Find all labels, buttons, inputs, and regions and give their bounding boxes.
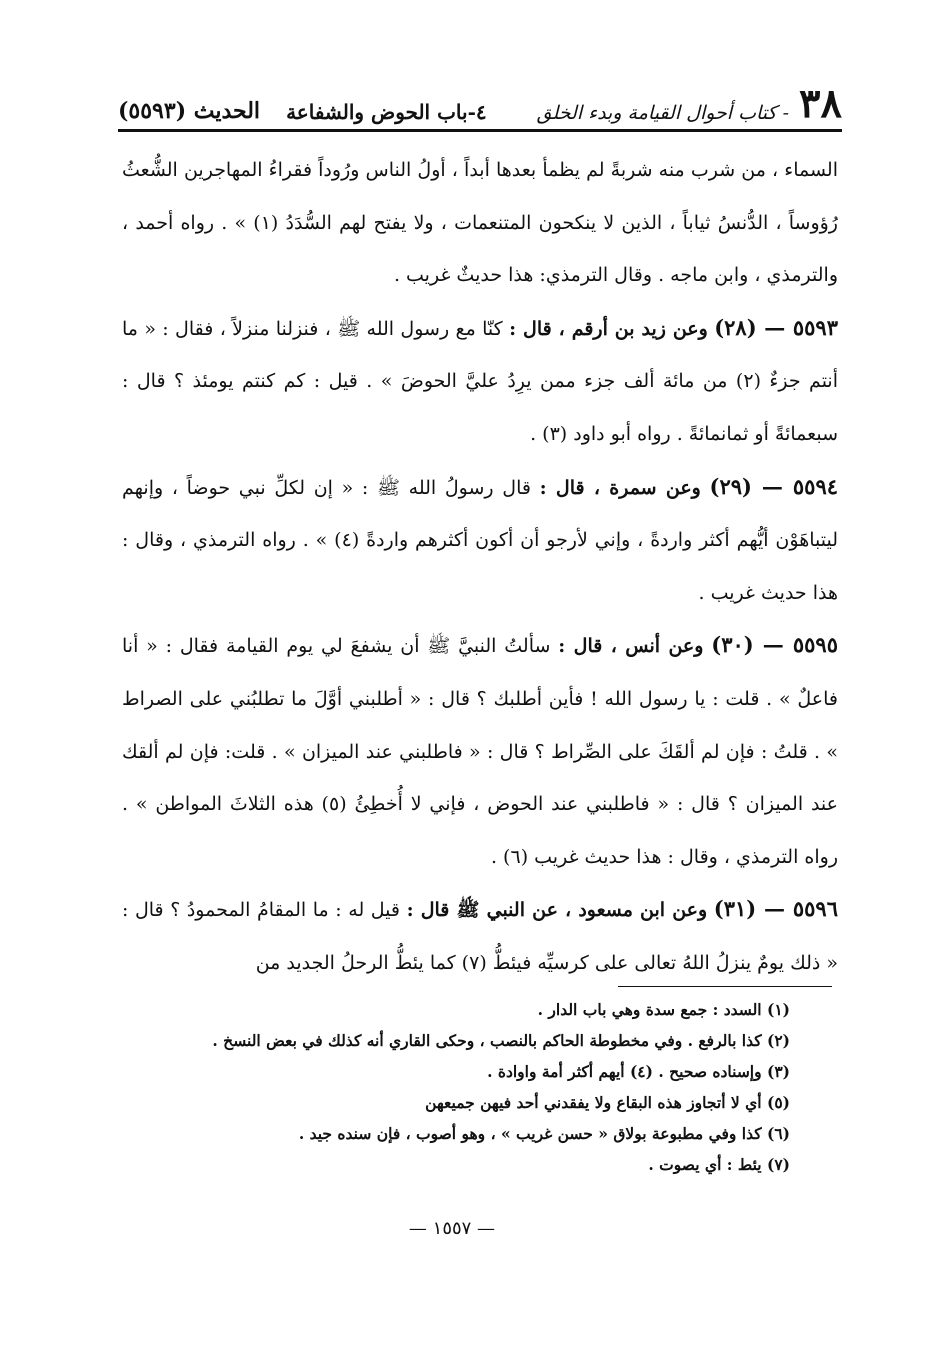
hadith-number: ٥٥٩٣ — (٢٨) bbox=[714, 314, 838, 340]
footnote-7: (٧) يئط : أي يصوت . bbox=[648, 1155, 790, 1174]
header-chapter-title: ٤-باب الحوض والشفاعة bbox=[286, 100, 487, 124]
hadith-narrator: وعن أنس ، قال : bbox=[558, 635, 704, 658]
running-header bbox=[118, 78, 842, 127]
page-number: — ١٥٥٧ — bbox=[408, 1218, 496, 1239]
hadith-narrator: وعن ابن مسعود ، عن النبي ﷺ قال : bbox=[406, 899, 708, 922]
hadith-narrator: وعن سمرة ، قال : bbox=[539, 476, 701, 499]
header-rule bbox=[118, 129, 842, 132]
footnote-rule bbox=[618, 986, 832, 987]
paragraph-continuation: السماء ، من شرب منه شربةً لم يظمأ بعدها أبداً ، أولُ الناس ورُوداً فقراءُ المهاجرين الشُّعثُ رُؤوساً ، الدُّنسُ ثياباً ، الذين لا ينكحون المتنعمات ، ولا يفتح لهم السُّدَدُ (١) » . رواه أحمد ، والترمذي ، وابن ماجه . وقال الترمذي: هذا حديثٌ غريب . bbox=[122, 159, 838, 287]
footnotes bbox=[110, 994, 790, 1180]
header-book-title: - كتاب أحوال القيامة وبدء الخلق bbox=[536, 102, 790, 124]
hadith-number: ٥٥٩٤ — (٢٩) bbox=[709, 473, 839, 499]
header-hadith-ref: الحديث (٥٥٩٣) bbox=[118, 98, 261, 124]
header-page-number: ٣٨ bbox=[799, 80, 842, 127]
hadith-5596 bbox=[122, 883, 838, 989]
hadith-number: ٥٥٩٥ — (٣٠) bbox=[711, 632, 838, 658]
hadith-5594 bbox=[122, 461, 838, 620]
hadith-text: سألتُ النبيَّ ﷺ أن يشفعَ لي يوم القيامة فقال : « أنا فاعلٌ » . قلت : يا رسول الله ! فأين أطلبك ؟ قال : « أطلبني أوَّلَ ما تطلبُني على الصراط » . قلتُ : فإن لم ألقَكَ على الصِّراط ؟ قال : « فاطلبني عند الميزان » . قلت: فإن لم ألقك عند الميزان ؟ قال : « فاطلبني عند الحوض ، فإني لا أُخطِئُ (٥) هذه الثلاثَ المواطن » . رواه الترمذي ، وقال : هذا حديث غريب (٦) . bbox=[122, 635, 839, 868]
hadith-text: قيل له : ما المقامُ المحمودُ ؟ قال : « ذلك يومٌ ينزلُ اللهُ تعالى على كرسيِّه فيئطُّ (٧) كما يئطُّ الرحلُ الجديد من bbox=[122, 899, 838, 974]
footnote-5: (٥) أي لا أتجاوز هذه البقاع ولا يفقدني أحد فيهن جميعهن bbox=[425, 1093, 790, 1112]
footnote-1: (١) السدد : جمع سدة وهي باب الدار . bbox=[537, 1000, 790, 1019]
footnote-6: (٦) كذا وفي مطبوعة بولاق « حسن غريب » ، وهو أصوب ، فإن سنده جيد . bbox=[298, 1124, 790, 1143]
hadith-5593 bbox=[122, 302, 838, 461]
hadith-text: قال رسولُ الله ﷺ : « إن لكلِّ نبي حوضاً ، وإنهم ليتباهَوْن أيُّهم أكثر واردةً ، وإني لأرجو أن أكون أكثرهم واردةً (٤) » . رواه الترمذي ، وقال : هذا حديث غريب . bbox=[122, 476, 838, 604]
main-text bbox=[122, 144, 838, 990]
hadith-text: كنّا مع رسول الله ﷺ ، فنزلنا منزلاً ، فقال : « ما أنتم جزءٌ (٢) من مائة ألف جزء ممن يرِدُ عليَّ الحوضَ » . قيل : كم كنتم يومئذ ؟ قال : سبعمائةً أو ثمانمائةً . رواه أبو داود (٣) . bbox=[122, 317, 838, 445]
hadith-number: ٥٥٩٦ — (٣١) bbox=[713, 896, 838, 922]
footnote-3-4: (٣) وإسناده صحيح . (٤) أيهم أكثر أمة واوادة . bbox=[487, 1062, 790, 1081]
hadith-5595 bbox=[122, 619, 838, 883]
footnote-2: (٢) كذا بالرفع . وفي مخطوطة الحاكم بالنصب ، وحكى القاري أنه كذلك في بعض النسخ . bbox=[212, 1031, 790, 1050]
header-right bbox=[286, 80, 842, 127]
hadith-narrator: وعن زيد بن أرقم ، قال : bbox=[509, 317, 708, 340]
